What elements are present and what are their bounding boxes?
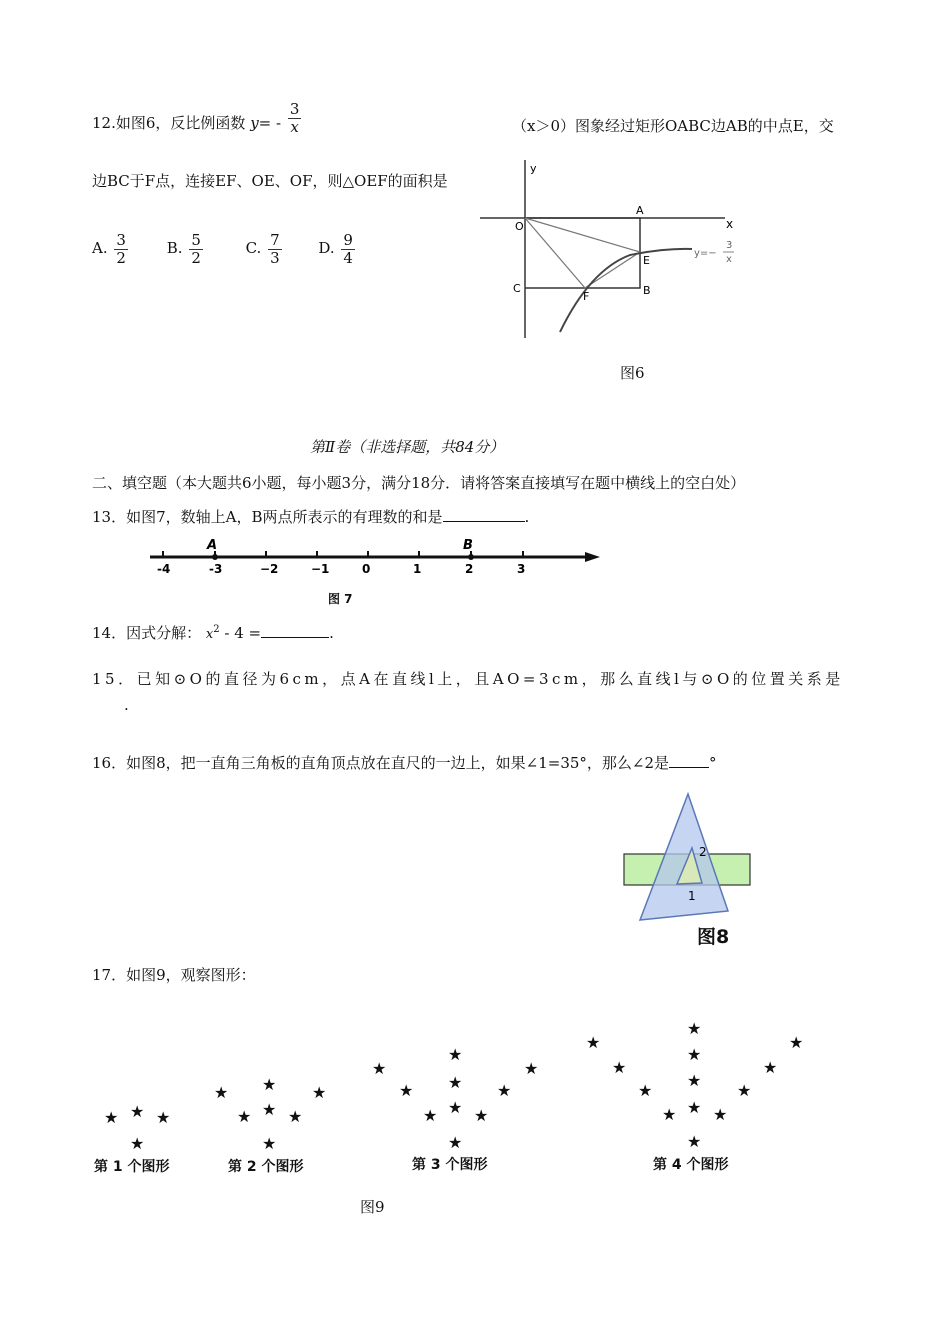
pattern-label-2: 第 2 个图形 — [228, 1159, 304, 1175]
option-c — [246, 232, 314, 266]
tick-label: 0 — [362, 562, 371, 576]
star-icon: ★ — [312, 1083, 327, 1102]
star-icon: ★ — [214, 1083, 229, 1102]
label-x: x — [726, 217, 734, 231]
segment-ef — [585, 252, 640, 288]
label-c: C — [513, 282, 521, 295]
curve-num: 3 — [726, 240, 733, 251]
q16-end: ° — [709, 754, 717, 772]
star-icon: ★ — [612, 1058, 627, 1077]
func-y: y — [250, 114, 259, 132]
q16 — [92, 752, 717, 773]
star-icon: ★ — [237, 1107, 252, 1126]
q14-rest: - 4 = — [224, 624, 262, 642]
option-den: 2 — [116, 248, 126, 267]
q12-text: 12.如图6，反比例函数 — [92, 114, 246, 132]
func-fraction — [288, 101, 302, 135]
tick-label: -4 — [157, 562, 171, 576]
section-title: 第Ⅱ卷（非选择题，共84分） — [310, 438, 505, 456]
label-a: A — [636, 204, 644, 217]
pattern-label-4: 第 4 个图形 — [653, 1157, 729, 1173]
star-icon: ★ — [262, 1100, 277, 1119]
tick-label: -3 — [209, 562, 223, 576]
curve-label: y=− — [694, 248, 717, 259]
option-den: 3 — [270, 248, 280, 267]
q12-line2: 边BC于F点，连接EF、OE、OF，则△OEF的面积是 — [92, 172, 448, 190]
func-den: x — [290, 117, 299, 136]
figure-8 — [620, 790, 760, 930]
tick-label: 3 — [517, 562, 526, 576]
option-fraction — [114, 232, 128, 266]
func-num: 3 — [289, 100, 300, 118]
star-icon: ★ — [288, 1107, 303, 1126]
number-line-figure-7 — [145, 535, 605, 605]
point-b — [468, 554, 474, 560]
star-icon: ★ — [763, 1058, 778, 1077]
star-icon: ★ — [448, 1098, 463, 1117]
option-label: A. — [92, 239, 108, 257]
option-label: D. — [318, 239, 335, 257]
option-a — [92, 232, 162, 266]
q14-end: . — [329, 624, 334, 642]
star-icon: ★ — [448, 1133, 463, 1152]
segment-of — [525, 218, 585, 288]
label-o: O — [515, 220, 524, 233]
star-icon: ★ — [156, 1108, 171, 1127]
option-num: 5 — [191, 231, 201, 249]
option-label: C. — [245, 239, 262, 257]
star-icon: ★ — [687, 1071, 702, 1090]
option-num: 3 — [116, 231, 126, 249]
q14-base: x — [205, 627, 214, 642]
label-y: y — [530, 162, 537, 175]
q13 — [92, 506, 529, 527]
star-icon: ★ — [130, 1102, 145, 1121]
star-icon: ★ — [687, 1045, 702, 1064]
star-icon: ★ — [448, 1073, 463, 1092]
label-angle-2: 2 — [699, 845, 707, 859]
q12-lead — [92, 100, 303, 136]
arrow-icon — [585, 552, 600, 562]
star-icon: ★ — [713, 1105, 728, 1124]
option-label: B. — [166, 239, 183, 257]
option-num: 7 — [270, 231, 280, 249]
star-icon: ★ — [638, 1081, 653, 1100]
option-den: 2 — [191, 248, 201, 267]
star-icon: ★ — [586, 1033, 601, 1052]
figure-6-caption: 图6 — [620, 364, 645, 382]
star-icon: ★ — [372, 1059, 387, 1078]
section-heading: 二、填空题（本大题共6小题，每小题3分，满分18分．请将答案直接填写在题中横线上的空白处） — [92, 474, 746, 492]
rectangle-oabc — [525, 218, 640, 288]
label-angle-1: 1 — [688, 889, 696, 903]
star-icon: ★ — [687, 1132, 702, 1151]
star-icon: ★ — [448, 1045, 463, 1064]
q14-text: 14．因式分解： — [92, 624, 202, 642]
option-den: 4 — [343, 248, 353, 267]
figure-7-caption: 图 7 — [328, 592, 353, 606]
pattern-label-3: 第 3 个图形 — [412, 1157, 488, 1173]
q12-options — [92, 232, 378, 266]
point-a — [212, 554, 218, 560]
star-icon: ★ — [104, 1108, 119, 1127]
q14-answer-blank — [261, 637, 329, 638]
pattern-label-1: 第 1 个图形 — [94, 1159, 170, 1175]
label-a: A — [207, 538, 218, 553]
tick-label: −1 — [311, 562, 330, 576]
label-f: F — [583, 290, 590, 303]
option-fraction — [341, 232, 355, 266]
label-b: B — [463, 538, 473, 553]
star-icon: ★ — [423, 1106, 438, 1125]
option-fraction — [268, 232, 282, 266]
star-icon: ★ — [130, 1134, 145, 1153]
q15-end: . — [124, 696, 129, 714]
q12-condition: （x＞0）图象经过矩形OABC边AB的中点E，交 — [512, 117, 834, 135]
star-icon: ★ — [687, 1019, 702, 1038]
star-icon: ★ — [497, 1081, 512, 1100]
option-b — [167, 232, 241, 266]
segment-oe — [525, 218, 640, 252]
q13-text: 13．如图7，数轴上A，B两点所表示的有理数的和是 — [92, 508, 443, 526]
figure-8-caption: 图8 — [697, 926, 730, 948]
figure-9-caption: 图9 — [360, 1198, 385, 1216]
star-icon: ★ — [262, 1134, 277, 1153]
tick-label: −2 — [260, 562, 279, 576]
option-num: 9 — [343, 231, 353, 249]
label-b: B — [643, 284, 651, 297]
option-d — [318, 232, 378, 266]
q14 — [92, 622, 334, 643]
figure-6 — [470, 160, 740, 350]
star-icon: ★ — [687, 1098, 702, 1117]
curve-den: x — [726, 254, 732, 265]
tick-label: 1 — [413, 562, 422, 576]
label-e: E — [643, 254, 650, 267]
star-icon: ★ — [399, 1081, 414, 1100]
star-icon: ★ — [262, 1075, 277, 1094]
star-icon: ★ — [524, 1059, 539, 1078]
q17-text: 17．如图9，观察图形： — [92, 966, 256, 984]
star-icon: ★ — [474, 1106, 489, 1125]
q15-text: 15．已知⊙O的直径为6cm，点A在直线l上，且AO=3cm，那么直线l与⊙O的位置关系是 — [92, 670, 844, 688]
func-eq: = - — [258, 114, 282, 132]
star-icon: ★ — [737, 1081, 752, 1100]
option-fraction — [189, 232, 203, 266]
q16-answer-blank — [669, 767, 709, 768]
q13-end: . — [524, 508, 530, 526]
q13-answer-blank — [443, 521, 525, 522]
tick-label: 2 — [465, 562, 474, 576]
q16-text: 16．如图8，把一直角三角板的直角顶点放在直尺的一边上，如果∠1=35°，那么∠2是 — [92, 754, 670, 772]
star-icon: ★ — [662, 1105, 677, 1124]
q14-exponent: 2 — [213, 624, 220, 635]
star-icon: ★ — [789, 1033, 804, 1052]
